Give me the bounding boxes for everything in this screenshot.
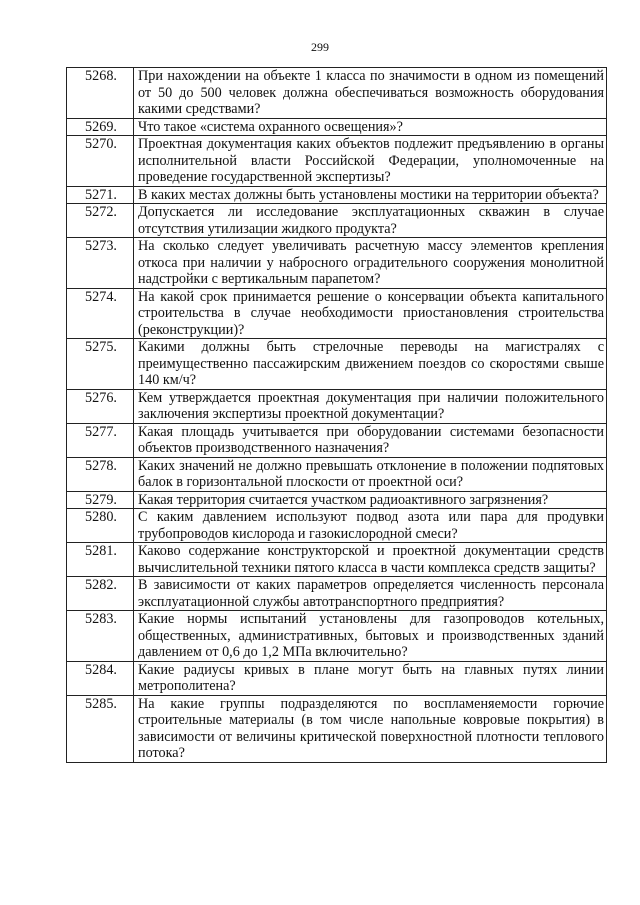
question-number: 5269. bbox=[67, 118, 134, 136]
question-number: 5276. bbox=[67, 389, 134, 423]
table-row bbox=[67, 288, 607, 339]
question-text: Каких значений не должно превышать отклонение в положении подпятовых балок в горизонтальной плоскости от проектной оси? bbox=[134, 457, 607, 491]
page-number: 299 bbox=[311, 40, 329, 54]
question-number: 5272. bbox=[67, 204, 134, 238]
table-row bbox=[67, 543, 607, 577]
question-text: Какие нормы испытаний установлены для газопроводов котельных, общественных, административных, бытовых и производственных зданий давлением от 0,6 до 1,2 МПа включительно? bbox=[134, 611, 607, 662]
questions-table-body bbox=[67, 68, 607, 763]
question-text: В зависимости от каких параметров определяется численность персонала эксплуатационной службы автотранспортного предприятия? bbox=[134, 577, 607, 611]
table-row bbox=[67, 509, 607, 543]
table-row bbox=[67, 577, 607, 611]
question-number: 5282. bbox=[67, 577, 134, 611]
question-number: 5277. bbox=[67, 423, 134, 457]
question-text: Что такое «система охранного освещения»? bbox=[134, 118, 607, 136]
question-number: 5275. bbox=[67, 339, 134, 390]
question-number: 5271. bbox=[67, 186, 134, 204]
question-text: При нахождении на объекте 1 класса по значимости в одном из помещений от 50 до 500 человек должна обеспечиваться возможность оборудования какими средствами? bbox=[134, 68, 607, 119]
table-row bbox=[67, 611, 607, 662]
question-text: Проектная документация каких объектов подлежит предъявлению в органы исполнительной власти Российской Федерации, уполномоченные на проведение государственной экспертизы? bbox=[134, 136, 607, 187]
question-number: 5285. bbox=[67, 695, 134, 762]
question-text: На какой срок принимается решение о консервации объекта капитального строительства в случае необходимости приостановления строительства (реконструкции)? bbox=[134, 288, 607, 339]
question-text: С каким давлением используют подвод азота или пара для продувки трубопроводов кислорода и газокислородной смеси? bbox=[134, 509, 607, 543]
question-text: На сколько следует увеличивать расчетную массу элементов крепления откоса при наличии у набросного оградительного сооружения монолитной надстройки с вертикальным парапетом? bbox=[134, 238, 607, 289]
question-text: Какая площадь учитывается при оборудовании системами безопасности объектов производственного назначения? bbox=[134, 423, 607, 457]
question-text: Допускается ли исследование эксплуатационных скважин в случае отсутствия утилизации жидкого продукта? bbox=[134, 204, 607, 238]
question-number: 5281. bbox=[67, 543, 134, 577]
question-number: 5273. bbox=[67, 238, 134, 289]
question-text: На какие группы подразделяются по воспламеняемости горючие строительные материалы (в том числе напольные ковровые покрытия) в зависимости от величины критической поверхностной плотности теплового потока? bbox=[134, 695, 607, 762]
table-row bbox=[67, 136, 607, 187]
question-text: Каково содержание конструкторской и проектной документации средств вычислительной техники пятого класса в части комплекса средств защиты? bbox=[134, 543, 607, 577]
question-number: 5274. bbox=[67, 288, 134, 339]
question-number: 5284. bbox=[67, 661, 134, 695]
question-text: Какими должны быть стрелочные переводы на магистралях с преимущественно пассажирским движением поездов со скоростями свыше 140 км/ч? bbox=[134, 339, 607, 390]
table-row bbox=[67, 339, 607, 390]
question-number: 5279. bbox=[67, 491, 134, 509]
table-row bbox=[67, 186, 607, 204]
question-number: 5280. bbox=[67, 509, 134, 543]
table-row bbox=[67, 118, 607, 136]
table-row bbox=[67, 389, 607, 423]
table-row bbox=[67, 423, 607, 457]
question-number: 5278. bbox=[67, 457, 134, 491]
table-row bbox=[67, 661, 607, 695]
table-row bbox=[67, 457, 607, 491]
question-text: В каких местах должны быть установлены мостики на территории объекта? bbox=[134, 186, 607, 204]
question-number: 5270. bbox=[67, 136, 134, 187]
question-text: Кем утверждается проектная документация при наличии положительного заключения экспертизы проектной документации? bbox=[134, 389, 607, 423]
table-row bbox=[67, 238, 607, 289]
question-number: 5283. bbox=[67, 611, 134, 662]
table-row bbox=[67, 204, 607, 238]
question-text: Какие радиусы кривых в плане могут быть на главных путях линии метрополитена? bbox=[134, 661, 607, 695]
table-row bbox=[67, 695, 607, 762]
question-number: 5268. bbox=[67, 68, 134, 119]
table-row bbox=[67, 68, 607, 119]
table-row bbox=[67, 491, 607, 509]
questions-table bbox=[66, 67, 607, 763]
question-text: Какая территория считается участком радиоактивного загрязнения? bbox=[134, 491, 607, 509]
